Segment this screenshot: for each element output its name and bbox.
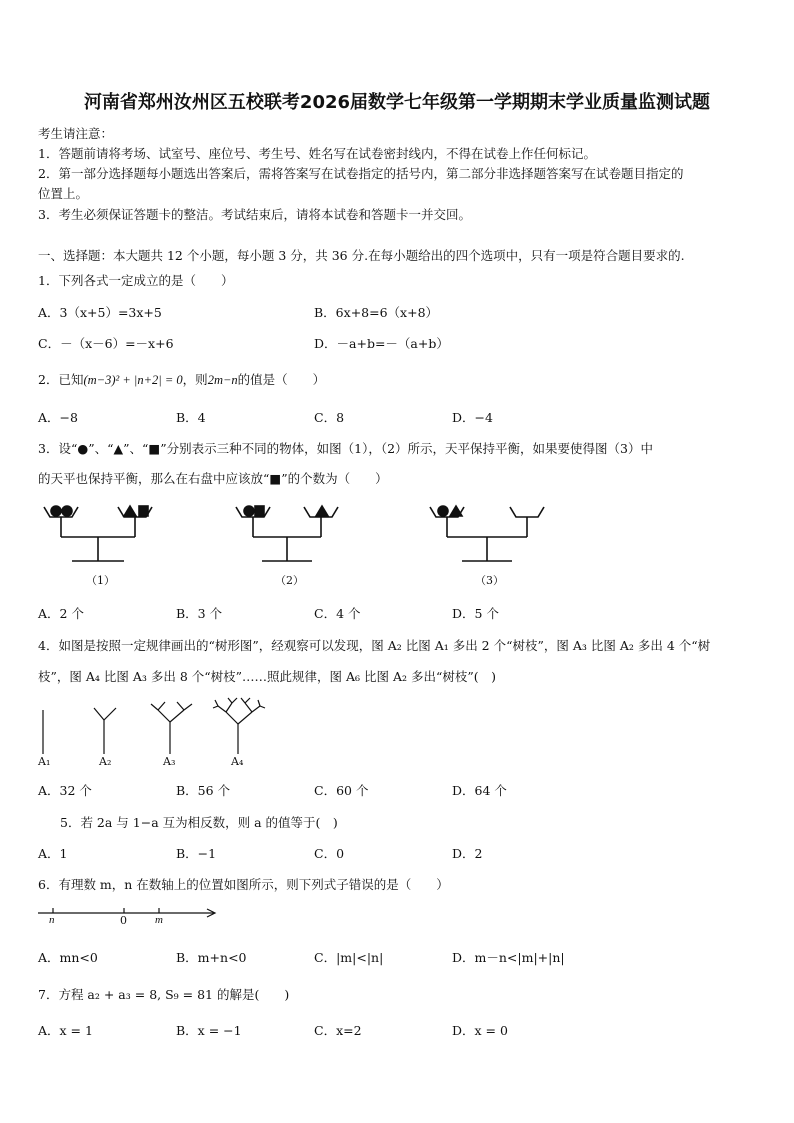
question-6-stem: 6．有理数 m，n 在数轴上的位置如图所示，则下列式子错误的是（ ） (38, 877, 449, 892)
circle-icon (244, 506, 254, 516)
q5-option-c[interactable]: C．0 (314, 846, 345, 861)
figure-caption-3: （3） (475, 574, 504, 587)
square-icon (255, 506, 264, 516)
q3-option-c[interactable]: C．4 个 (314, 606, 361, 621)
q4-option-a[interactable]: A．32 个 (38, 783, 92, 798)
q7-option-b[interactable]: B．x = −1 (176, 1023, 242, 1038)
question-5-stem: 5．若 2a 与 1−a 互为相反数，则 a 的值等于( ) (60, 815, 338, 830)
q6-option-c[interactable]: C．|m|<|n| (314, 950, 384, 965)
tree-a3 (151, 702, 192, 754)
figure-caption-2: （2） (275, 574, 304, 587)
q7-option-a[interactable]: A．x = 1 (38, 1023, 93, 1038)
triangle-icon (316, 506, 328, 516)
tree-label-a4: A₄ (231, 755, 244, 768)
balance-1 (44, 506, 152, 561)
circle-icon (62, 506, 72, 516)
q4-option-c[interactable]: C．60 个 (314, 783, 369, 798)
figure-caption-1: （1） (86, 574, 115, 587)
q6-option-a[interactable]: A．mn<0 (38, 950, 98, 965)
axis-label-n: n (49, 914, 55, 926)
tree-label-a3: A₃ (163, 755, 176, 768)
axis-label-m: m (155, 914, 163, 926)
q3-option-a[interactable]: A．2 个 (38, 606, 84, 621)
question-4-line1: 4．如图是按照一定规律画出的“树形图”，经观察可以发现，图 A₂ 比图 A₁ 多出 2 个“树枝”，图 A₃ 比图 A₂ 多出 4 个“树 (38, 638, 711, 653)
q5-option-b[interactable]: B．−1 (176, 846, 217, 861)
balance-3 (430, 506, 544, 561)
q7-option-c[interactable]: C．x=2 (314, 1023, 362, 1038)
q2-option-c[interactable]: C．8 (314, 410, 345, 425)
question-2-stem: 2．已知(m−3)² + |n+2| = 0，则2m−n的值是（ ） (38, 372, 326, 387)
q1-option-c[interactable]: C．－（x－6）=－x+6 (38, 336, 174, 351)
q2-option-d[interactable]: D．−4 (452, 410, 493, 425)
notice-item: 1．答题前请将考场、试室号、座位号、考生号、姓名写在试卷密封线内，不得在试卷上作任何标记。 (38, 146, 596, 161)
q3-option-b[interactable]: B．3 个 (176, 606, 223, 621)
q2-expression: (m−3)² + |n+2| = 0 (83, 373, 183, 387)
tree-label-a2: A₂ (99, 755, 112, 768)
q2-option-b[interactable]: B．4 (176, 410, 206, 425)
tree-a2 (94, 708, 116, 754)
notice-heading: 考生请注意： (38, 126, 114, 141)
question-7-stem: 7．方程 a₂ + a₃ = 8, S₉ = 81 的解是( ) (38, 987, 290, 1002)
q2-expression-2: 2m−n (207, 373, 238, 387)
balance-2 (236, 506, 338, 561)
tree-label-a1: A₁ (38, 755, 51, 768)
q1-option-d[interactable]: D．－a+b=－（a+b） (314, 336, 449, 351)
tree-figures (0, 690, 794, 760)
q5-option-d[interactable]: D．2 (452, 846, 483, 861)
q2-option-a[interactable]: A．−8 (38, 410, 78, 425)
q1-option-b[interactable]: B．6x+8=6（x+8） (314, 305, 439, 320)
question-1-stem: 1．下列各式一定成立的是（ ） (38, 273, 234, 288)
tree-a4 (213, 698, 265, 754)
notice-item: 3．考生必须保证答题卡的整洁。考试结束后，请将本试卷和答题卡一并交回。 (38, 207, 471, 222)
q1-option-a[interactable]: A．3（x+5）=3x+5 (38, 305, 162, 320)
page-title: 河南省郑州汝州区五校联考2026届数学七年级第一学期期末学业质量监测试题 (83, 92, 711, 113)
balance-figures (0, 495, 794, 595)
q4-option-b[interactable]: B．56 个 (176, 783, 231, 798)
q6-option-d[interactable]: D．m－n<|m|+|n| (452, 950, 565, 965)
q4-option-d[interactable]: D．64 个 (452, 783, 507, 798)
circle-icon (438, 506, 448, 516)
q3-option-d[interactable]: D．5 个 (452, 606, 499, 621)
circle-icon (51, 506, 61, 516)
q7-option-d[interactable]: D．x = 0 (452, 1023, 508, 1038)
notice-item: 2．第一部分选择题每小题选出答案后，需将答案写在试卷指定的括号内，第二部分非选择题答案写在试卷题目指定的 (38, 166, 684, 181)
notice-item: 位置上。 (38, 186, 89, 201)
section-heading: 一、选择题：本大题共 12 个小题，每小题 3 分，共 36 分.在每小题给出的四个选项中，只有一项是符合题目要求的. (38, 248, 685, 263)
q6-option-b[interactable]: B．m+n<0 (176, 950, 247, 965)
question-3-line1: 3．设“●”、“▲”、“■”分别表示三种不同的物体，如图（1），（2）所示，天平保持平衡，如果要使得图（3）中 (38, 441, 653, 456)
question-3-line2: 的天平也保持平衡，那么在右盘中应该放“■”的个数为（ ） (38, 471, 388, 486)
square-icon (139, 506, 148, 516)
triangle-icon (124, 506, 136, 516)
triangle-icon (450, 506, 462, 516)
q5-option-a[interactable]: A．1 (38, 846, 68, 861)
question-4-line2: 枝”，图 A₄ 比图 A₃ 多出 8 个“树枝”……照此规律，图 A₆ 比图 A₂ 多出“树枝”( ) (38, 669, 497, 684)
axis-label-zero: 0 (120, 914, 127, 927)
